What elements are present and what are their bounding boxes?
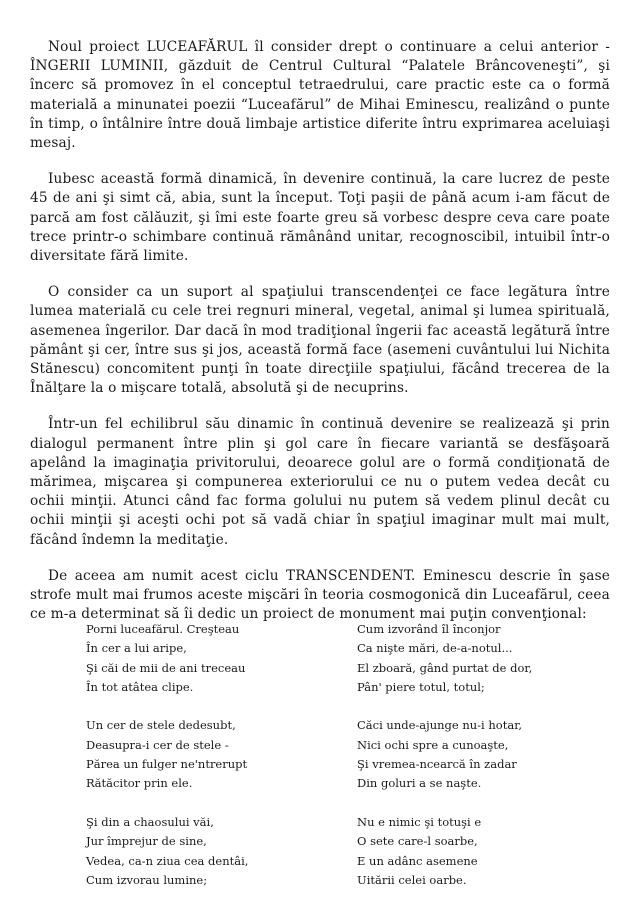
poem-line: El zboară, gând purtat de dor,	[357, 660, 533, 675]
paragraph-4: Într-un fel echilibrul său dinamic în continuă devenire se realizează şi prin dialogul permanent între plin şi gol care în fiecare variantă se desfăşoară apelând la imaginaţia privitorului, deoarece golul are o formă condiţionată de mărimea, mişcarea şi compunerea exteriorului ce nu o putem vedea decât cu ochii minţii. Atunci când fac forma golului nu putem să vedem plinul decât cu ochii minţii şi aceşti ochi pot să vadă chiar în spaţiul imaginar mult mai mult, făcând îndemn la meditaţie.	[30, 416, 610, 548]
poem-line: Nici ochi spre a cunoaşte,	[357, 737, 509, 752]
poem-line: Nu e nimic şi totuşi e	[357, 814, 482, 829]
poem-line: Căci unde-ajunge nu-i hotar,	[357, 718, 523, 733]
poem-line: Deasupra-i cer de stele -	[86, 737, 229, 752]
poem-line: E un adânc asemene	[357, 853, 478, 868]
poem-stanza	[86, 813, 306, 890]
poem-stanza	[357, 620, 577, 697]
poem-line: O sete care-l soarbe,	[357, 834, 478, 849]
poem-column-right	[357, 620, 577, 909]
poem-line: Din goluri a se naşte.	[357, 776, 482, 791]
poem-stanza	[357, 716, 577, 793]
poem-line: În tot atâtea clipe.	[86, 679, 194, 694]
poem-column-left	[86, 620, 306, 909]
poem-line: Un cer de stele dedesubt,	[86, 718, 236, 733]
poem-line: Cum izvorând îl înconjor	[357, 622, 501, 636]
poem-line: Pân' piere totul, totul;	[357, 679, 485, 694]
paragraph-1: Noul proiect LUCEAFĂRUL îl consider drept o continuare a celui anterior - ÎNGERII LUMINII, găzduit de Centrul Cultural “Palatele Brâncoveneşti”, şi încerc să promovez în el conceptul tetraedrului, care practic este ca o formă materială a minunatei poezii “Luceafărul” de Mihai Eminescu, realizând o punte în timp, o întâlnire între două limbaje artistice diferite întru exprimarea aceluiaşi mesaj.	[30, 39, 610, 152]
poem-line: Jur împrejur de sine,	[86, 834, 207, 849]
poem-stanza	[86, 620, 306, 697]
paragraph-2: Iubesc această formă dinamică, în devenire continuă, la care lucrez de peste 45 de ani şi simt că, abia, sunt la început. Toţi paşii de până acum i-am făcut de parcă am fost călăuzit, şi îmi este foarte greu să vorbesc despre ceva care poate trece printr-o schimbare continuă rămânând unitar, recognoscibil, intuibil într-o diversitate fără limite.	[30, 171, 610, 265]
poem-line: În cer a lui aripe,	[86, 641, 187, 656]
poem-line: Părea un fulger ne'ntrerupt	[86, 757, 248, 772]
poem-line: Ca nişte mări, de-a-notul...	[357, 641, 513, 656]
prose-body	[30, 38, 610, 641]
poem-line: Şi din a chaosului văi,	[86, 814, 214, 829]
poem-stanza	[86, 716, 306, 793]
poem-line: Şi vremea-ncearcă în zadar	[357, 757, 517, 772]
poem-line: Cum izvorau lumine;	[86, 872, 208, 887]
paragraph-3: O consider ca un suport al spaţiului transcendenţei ce face legătura între lumea materială cu cele trei regnuri mineral, vegetal, animal şi lumea spirituală, asemenea îngerilor. Dar dacă în mod tradiţional îngerii fac această legătură între pământ şi cer, între sus şi jos, această formă face (asemeni cuvântului lui Nichita Stănescu) concomitent punţi în toate direcţiile spaţiului, făcând trecerea de la Înălţare la o mişcare totală, absolută şi de necuprins.	[30, 284, 610, 397]
poem-line: Porni luceafărul. Creşteau	[86, 622, 240, 636]
poem-line: Vedea, ca-n ziua cea dentâi,	[86, 853, 249, 868]
poem-line: Rătăcitor prin ele.	[86, 776, 193, 791]
poem-stanza	[357, 813, 577, 890]
paragraph-5: De aceea am numit acest ciclu TRANSCENDENT. Eminescu descrie în şase strofe mult mai frumos aceste mişcări în teoria cosmogonică din Luceafărul, ceea ce m-a determinat să îi dedic un proiect de monument mai puţin convenţional:	[30, 567, 610, 623]
poem-line: Uitării celei oarbe.	[357, 872, 467, 887]
poem-line: Şi căi de mii de ani treceau	[86, 660, 246, 675]
